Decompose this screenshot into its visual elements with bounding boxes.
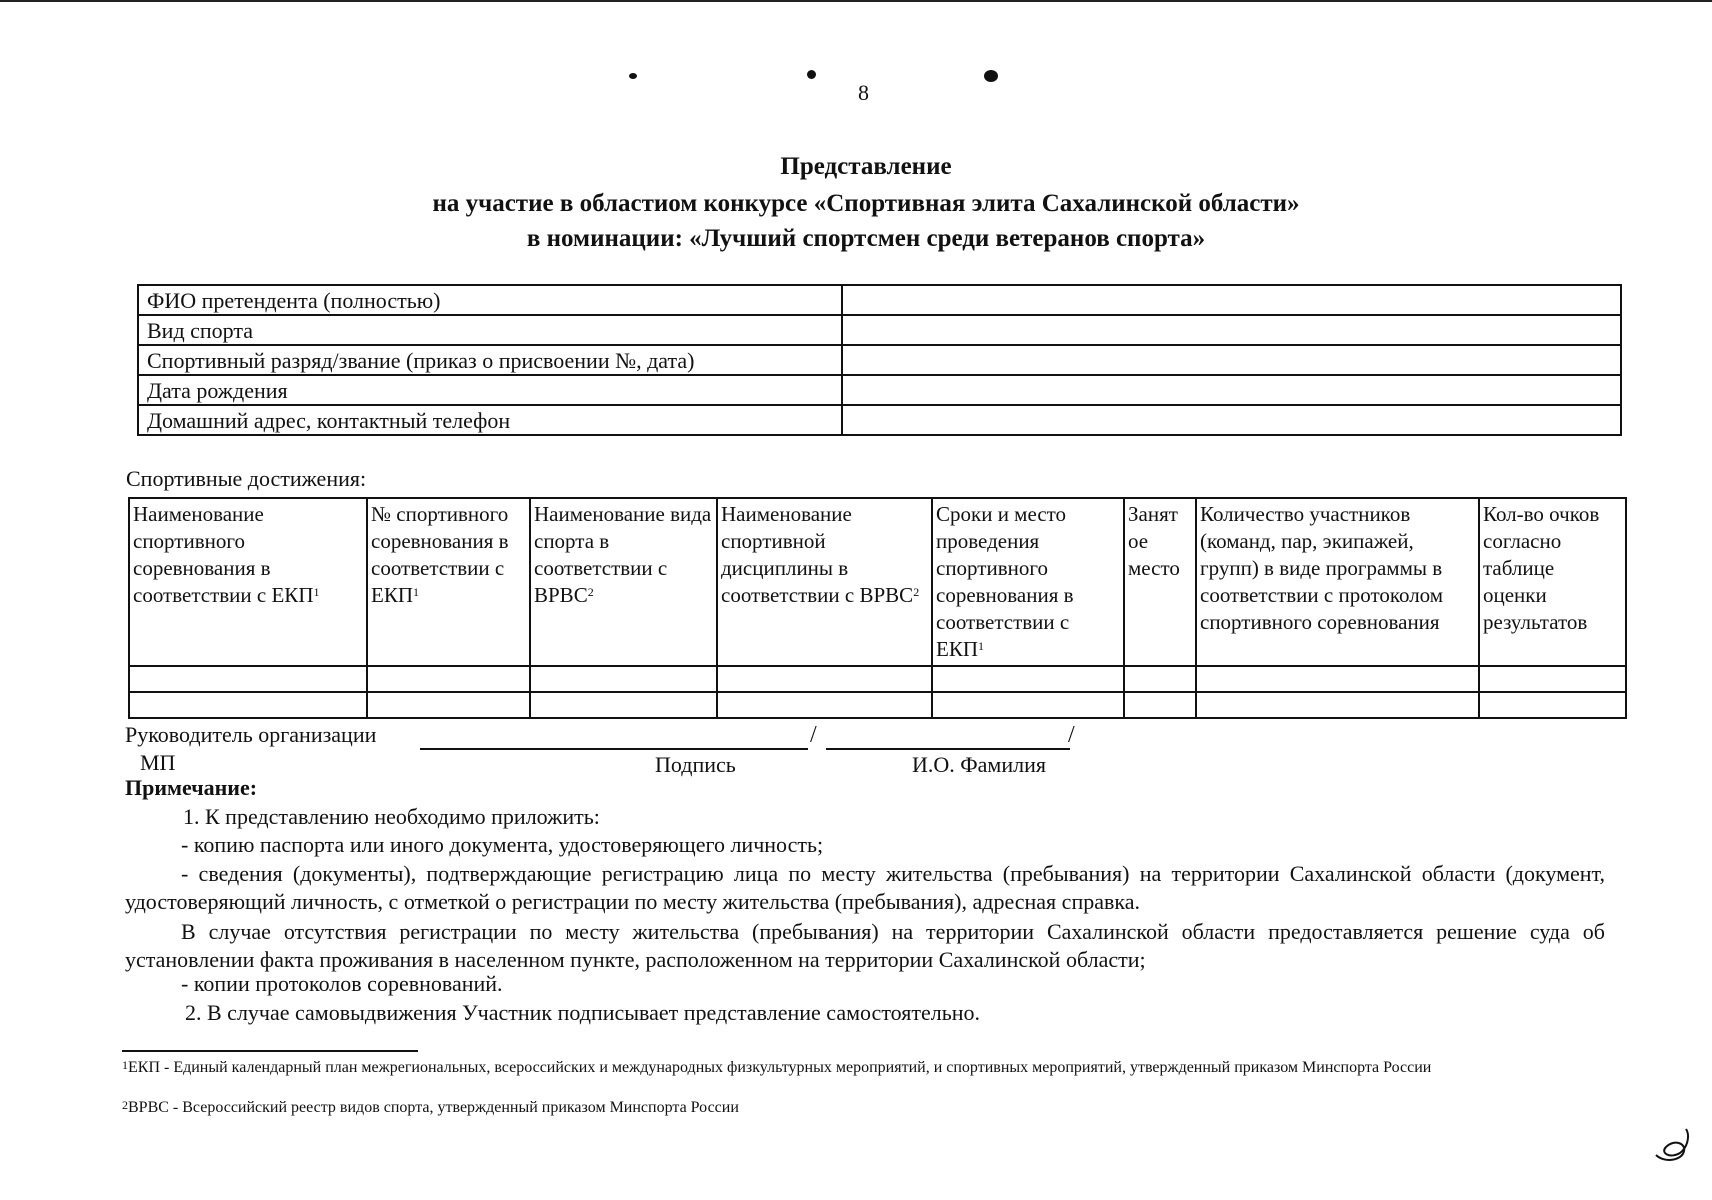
note-bullet-protocols: - копии протоколов соревнований. [181,971,503,996]
footnote-mark: 1 [122,1058,128,1072]
stamp-label: МП [140,750,176,775]
document-title: Представление [780,153,952,180]
table-cell[interactable] [129,666,367,692]
notes-heading: Примечание: [125,775,258,800]
name-caption: И.О. Фамилия [912,752,1046,777]
applicant-info-table [137,284,1622,436]
info-value-field[interactable] [842,315,1621,345]
table-row [129,692,1626,718]
punch-mark-middle [807,70,816,79]
table-cell[interactable] [129,692,367,718]
table-cell[interactable] [367,666,530,692]
table-cell[interactable] [1479,692,1626,718]
note-item-1: 1. К представлению необходимо приложить: [183,804,600,829]
info-row [138,285,1621,315]
footnote-text: ЕКП - Единый календарный план межрегиональных, всероссийских и международных физкультурных мероприятий, и спортивных мероприятий, утвержденный приказом Минспорта России [128,1059,1432,1076]
footnote-ref: 1 [313,585,320,599]
footnote-ref: 2 [587,585,594,599]
table-cell[interactable] [717,692,932,718]
info-value-field[interactable] [842,285,1621,315]
info-row [138,405,1621,435]
info-value-field[interactable] [842,345,1621,375]
footnote-2 [122,1098,1572,1118]
info-row [138,345,1621,375]
document-subtitle: на участие в областиом конкурсе «Спортивная элита Сахалинской области» [432,190,1300,217]
table-cell[interactable] [367,692,530,718]
column-header-dates-place: Сроки и место проведения спортивного соревнования в соответствии с ЕКП$^1$ [932,498,1124,666]
head-of-organization-label: Руководитель организации [125,722,377,747]
column-header-competition-name: Наименование спортивного соревнования в соответствии с ЕКП$^1$ [129,498,367,666]
handwritten-page-mark [1650,1125,1694,1165]
signature-caption: Подпись [655,752,736,777]
column-header-sport-name: Наименование вида спорта в соответствии с ВРВС$^2$ [530,498,717,666]
footnote-text: ВРВС - Всероссийский реестр видов спорта, утвержденный приказом Минспорта России [128,1099,739,1116]
achievements-table [128,497,1627,719]
footnote-divider [122,1050,418,1052]
table-cell[interactable] [1479,666,1626,692]
table-cell[interactable] [1124,666,1196,692]
name-underline[interactable] [826,748,1070,750]
info-label: Спортивный разряд/звание (приказ о присвоении №, дата) [138,345,842,375]
info-label: Вид спорта [138,315,842,345]
column-header-discipline: Наименование спортивной дисциплины в соответствии с ВРВС$^2$ [717,498,932,666]
scan-top-edge [0,0,1712,2]
column-header-participants-count: Количество участников (команд, пар, экипажей, групп) в виде программы в соответствии с протоколом спортивного соревнования [1196,498,1479,666]
footnote-ref: 2 [913,585,920,599]
column-header-place-taken: Занят ое место [1124,498,1196,666]
table-row [129,666,1626,692]
punch-mark-right [984,70,998,82]
info-row [138,315,1621,345]
table-cell[interactable] [530,692,717,718]
nomination-title: в номинации: «Лучший спортсмен среди ветеранов спорта» [526,225,1206,252]
achievements-header-row [129,498,1626,666]
info-value-field[interactable] [842,375,1621,405]
page-number: 8 [858,80,869,105]
signature-underline[interactable] [420,748,808,750]
footnote-ref: 1 [413,585,419,599]
footnote-1 [122,1058,1572,1078]
footnote-mark: 2 [122,1098,128,1112]
info-label: ФИО претендента (полностью) [138,285,842,315]
note-bullet-registration: - сведения (документы), подтверждающие регистрацию лица по месту жительства (пребывания) на территории Сахалинской области (документ, удостоверяющий личность, с отметкой о регистрации по месту жительства (пребывания), адресная справка. [125,861,1605,914]
punch-mark-left [629,73,637,79]
column-header-competition-number: № спортивного соревнования в соответствии с ЕКП$^1$ [367,498,530,666]
table-cell[interactable] [1196,692,1479,718]
achievements-label: Спортивные достижения: [126,466,367,491]
table-cell[interactable] [932,692,1124,718]
note-paragraph-court: В случае отсутствия регистрации по месту жительства (пребывания) на территории Сахалинской области предоставляется решение суда об установлении факта проживания в населенном пункте, расположенном на территории Сахалинской области; [125,919,1605,972]
info-label: Домашний адрес, контактный телефон [138,405,842,435]
info-value-field[interactable] [842,405,1621,435]
table-cell[interactable] [1124,692,1196,718]
info-label: Дата рождения [138,375,842,405]
signature-separator: / [810,722,817,748]
table-cell[interactable] [932,666,1124,692]
column-header-points: Кол-во очков согласно таблице оценки результатов [1479,498,1626,666]
table-cell[interactable] [717,666,932,692]
note-item-2: 2. В случае самовыдвижения Участник подписывает представление самостоятельно. [185,1000,981,1025]
note-bullet-passport: - копию паспорта или иного документа, удостоверяющего личность; [181,832,824,857]
name-separator: / [1068,722,1075,748]
table-cell[interactable] [530,666,717,692]
info-row [138,375,1621,405]
table-cell[interactable] [1196,666,1479,692]
footnote-ref: 1 [978,639,984,653]
